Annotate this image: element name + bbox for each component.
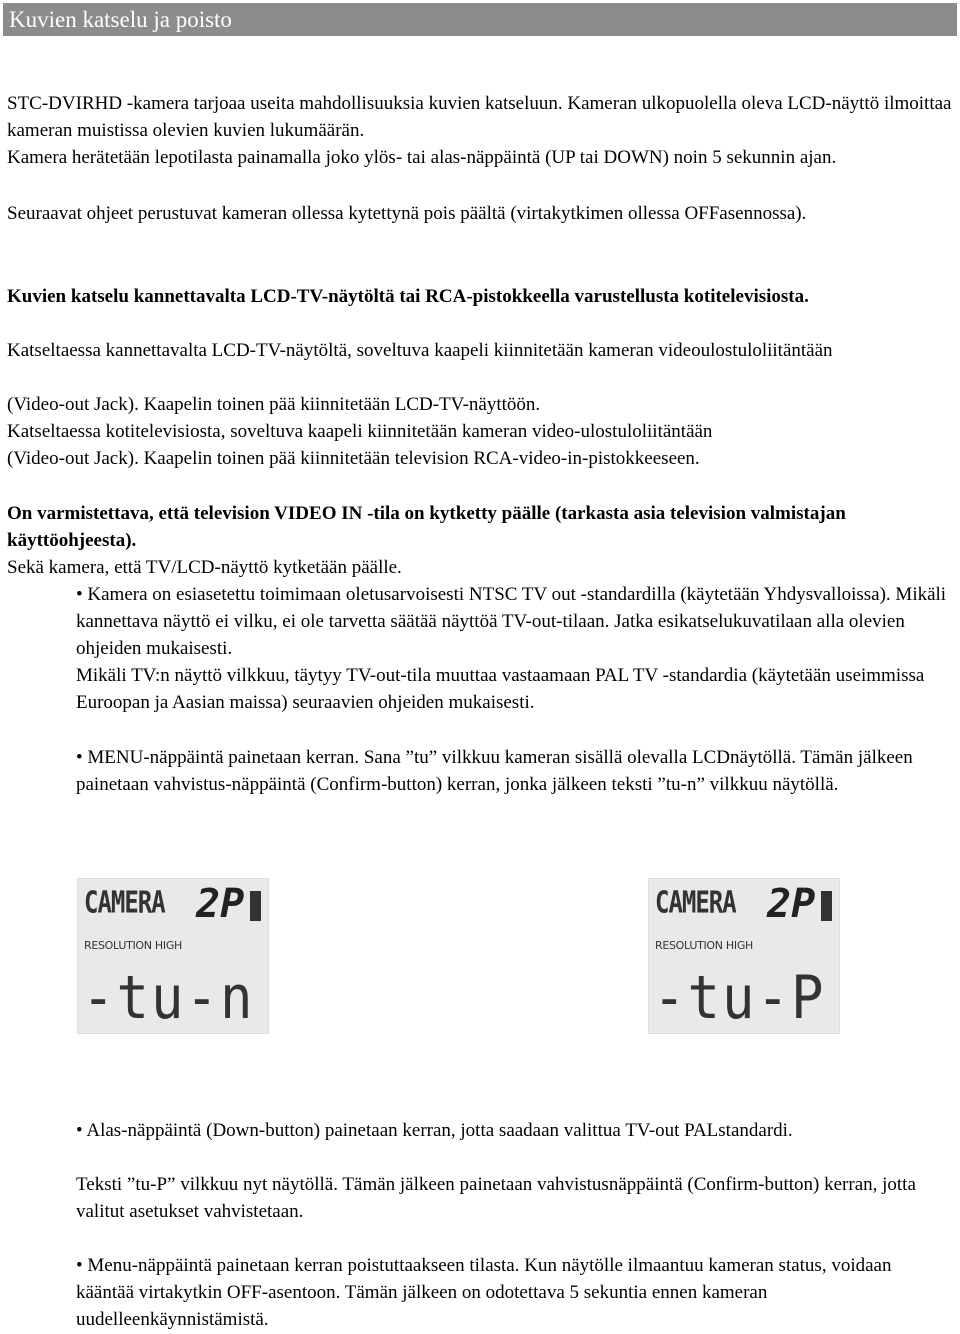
section1-line-2: (Video-out Jack). Kaapelin toinen pää kiinnitetään LCD-TV-näyttöön. [7, 394, 541, 415]
section2-heading: On varmistettava, että television VIDEO IN -tila on kytketty päälle (tarkasta asia television valmistajan käyttöohjeesta). [7, 503, 846, 551]
lcd-count: 2P [767, 881, 816, 927]
section2-line: Sekä kamera, että TV/LCD-näyttö kytketään päälle. [7, 557, 402, 578]
lcd-resolution: RESOLUTION HIGH [655, 939, 754, 952]
lcd-display-tu-n [77, 878, 269, 1034]
intro-paragraph-1: STC-DVIRHD -kamera tarjoaa useita mahdollisuuksia kuvien katseluun. Kameran ulkopuolella oleva LCD-näyttö ilmoittaa kameran muistissa olevien kuvien lukumäärän. [7, 93, 952, 141]
lcd-display-tu-p [648, 878, 840, 1034]
bullet-ntsc: • Kamera on esiasetettu toimimaan oletusarvoisesti NTSC TV out -standardilla (käytetään Yhdysvalloissa). Mikäli kannettava näyttö ei vilku, ei ole tarvetta säätää näyttöä TV-out-tilaan. Jatka esikatselukuvatilaan alla olevien ohjeiden mukaisesti. [76, 584, 947, 659]
bullet-exit: • Menu-näppäintä painetaan kerran poistuttaakseen tilasta. Kun näytölle ilmaantuu kameran status, voidaan kääntää virtakytkin OFF-asentoon. Tämän jälkeen on odotettava 5 sekuntia ennen kameran uudelleenkäynnistämistä. [76, 1255, 892, 1330]
intro-paragraph-2: Kamera herätetään lepotilasta painamalla joko ylös- tai alas-näppäintä (UP tai DOWN) noin 5 sekunnin ajan. [7, 147, 837, 168]
lcd-mode: -tu-n [82, 963, 255, 1033]
bullet-pal-note: Mikäli TV:n näyttö vilkkuu, täytyy TV-out-tila muuttaa vastaamaan PAL TV -standardia (käytetään useimmissa Euroopan ja Aasian maissa) seuraavien ohjeiden mukaisesti. [76, 665, 925, 713]
intro-paragraph-3: Seuraavat ohjeet perustuvat kameran ollessa kytettynä pois päältä (virtakytkimen ollessa OFFasennossa). [7, 203, 807, 224]
lcd-resolution: RESOLUTION HIGH [84, 939, 183, 952]
lcd-count: 2P [196, 881, 245, 927]
bullet-down: • Alas-näppäintä (Down-button) painetaan kerran, jotta saadaan valittua TV-out PALstandardi. [76, 1120, 793, 1141]
section1-heading: Kuvien katselu kannettavalta LCD-TV-näytöltä tai RCA-pistokkeella varustellusta kotitelevisiosta. [7, 286, 809, 307]
battery-icon [250, 891, 261, 921]
battery-icon [821, 891, 832, 921]
lcd-mode: -tu-P [653, 963, 826, 1033]
section1-line-3: Katseltaessa kotitelevisiosta, soveltuva kaapeli kiinnitetään kameran video-ulostuloliitäntään [7, 421, 713, 442]
lcd-camera-label: CAMERA [84, 885, 165, 920]
section1-line-4: (Video-out Jack). Kaapelin toinen pää kiinnitetään television RCA-video-in-pistokkeeseen. [7, 448, 700, 469]
bullet-down-note: Teksti ”tu-P” vilkkuu nyt näytöllä. Tämän jälkeen painetaan vahvistusnäppäintä (Confirm-button) kerran, jotta valitut asetukset vahvistetaan. [76, 1174, 916, 1222]
section1-line-1: Katseltaessa kannettavalta LCD-TV-näytöltä, soveltuva kaapeli kiinnitetään kameran videoulostuloliitäntään [7, 340, 833, 361]
bullet-menu: • MENU-näppäintä painetaan kerran. Sana ”tu” vilkkuu kameran sisällä olevalla LCDnäytöllä. Tämän jälkeen painetaan vahvistus-näppäintä (Confirm-button) kerran, jonka jälkeen teksti ”tu-n” vilkkuu näytöllä. [76, 747, 913, 795]
lcd-camera-label: CAMERA [655, 885, 736, 920]
page-title: Kuvien katselu ja poisto [3, 3, 957, 36]
